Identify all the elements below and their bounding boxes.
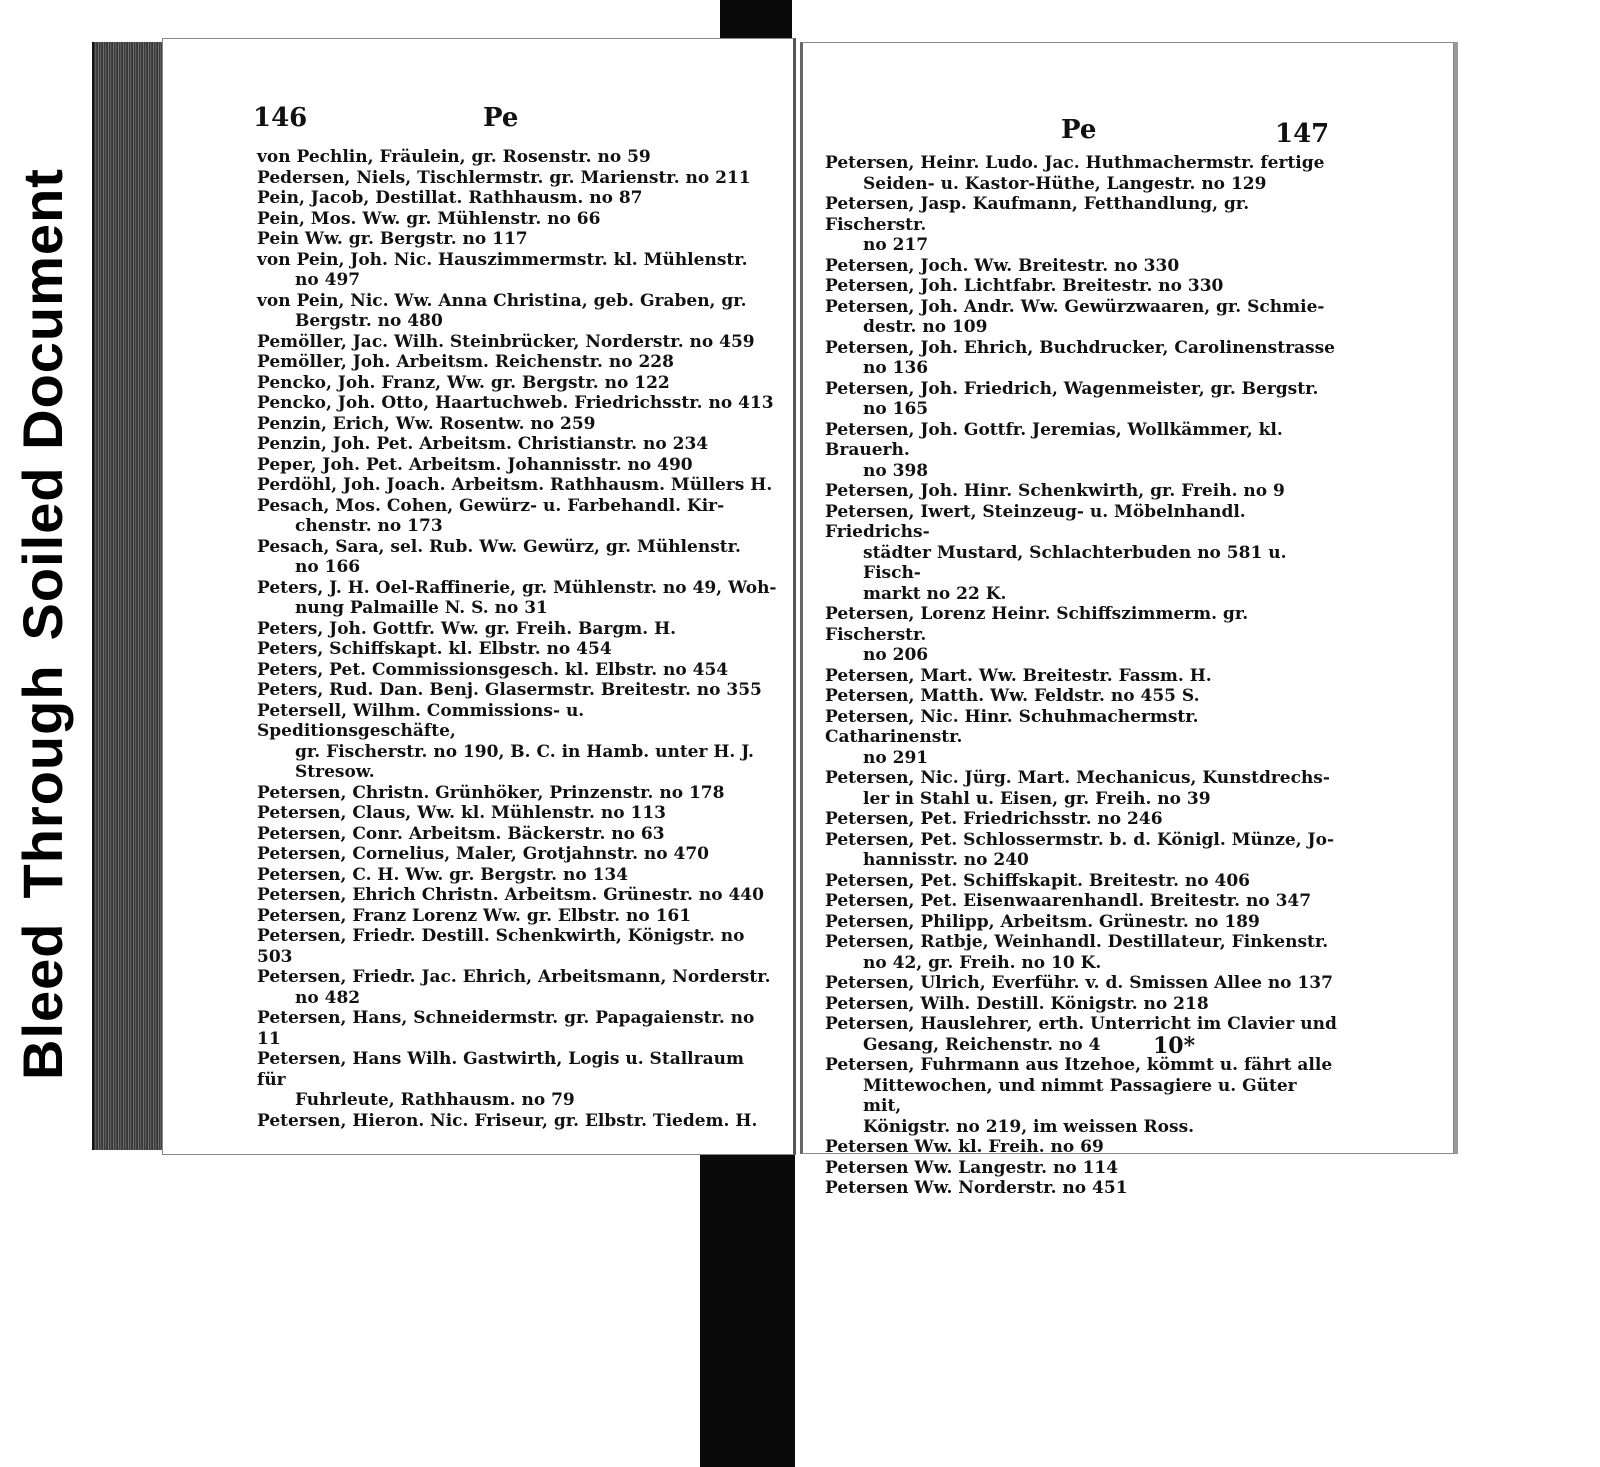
directory-entry [825,871,1337,892]
entry-line: Petersen, Joh. Friedrich, Wagenmeister, gr. Bergstr. [825,378,1319,399]
right-page-header: Pe [1061,115,1097,145]
left-page [162,38,796,1155]
spine-strip-bottom [700,1152,795,1467]
entry-line: Petersen Ww. kl. Freih. no 69 [825,1137,1104,1157]
entry-continuation-line: no 398 [863,460,929,481]
entry-continuation-line: no 217 [863,235,929,255]
entry-line: Penzin, Erich, Ww. Rosentw. no 259 [257,413,596,434]
entry-line: Petersen, Heinr. Ludo. Jac. Huthmachermstr. fertige [825,153,1325,173]
directory-entry [825,297,1337,338]
directory-entry [257,1111,777,1132]
entry-continuation-line: no 482 [295,987,361,1008]
entry-line: Petersen, Franz Lorenz Ww. gr. Elbstr. no 161 [257,905,692,926]
entry-line: Petersen, Claus, Ww. kl. Mühlenstr. no 113 [257,803,666,823]
entry-line: Petersen, Ratbje, Weinhandl. Destillateur, Finkenstr. [825,932,1329,952]
entry-line: Petersen, Joh. Hinr. Schenkwirth, gr. Freih. no 9 [825,481,1285,501]
directory-entry [825,809,1337,830]
entry-line: Peters, J. H. Oel-Raffinerie, gr. Mühlenstr. no 49, Woh- [257,577,777,598]
entry-line: Petersen, Mart. Ww. Breitestr. Fassm. H. [825,665,1212,686]
entry-line: Petersen, Wilh. Destill. Königstr. no 218 [825,993,1209,1014]
entry-continuation-line: markt no 22 K. [863,583,1007,604]
directory-entry [257,680,777,701]
directory-entry [825,153,1337,194]
directory-entry [257,147,777,168]
directory-entry [825,686,1337,707]
entry-line: Petersell, Wilhm. Commissions- u. Speditionsgeschäfte, [257,700,585,741]
entry-line: Pemöller, Joh. Arbeitsm. Reichenstr. no 228 [257,352,674,372]
right-page-number: 147 [1275,119,1330,149]
entry-line: Petersen, Iwert, Steinzeug- u. Möbelnhandl. Friedrichs- [825,501,1246,542]
directory-entry [825,830,1337,871]
directory-entry [257,783,777,804]
entry-continuation-line: no 497 [295,270,361,290]
directory-entry [257,865,777,886]
entry-line: Pencko, Joh. Franz, Ww. gr. Bergstr. no 122 [257,372,670,393]
entry-line: Petersen Ww. Langestr. no 114 [825,1157,1119,1178]
directory-entry [825,194,1337,256]
entry-line: Pesach, Mos. Cohen, Gewürz- u. Farbehandl. Kir- [257,495,725,516]
entry-line: Petersen, Ehrich Christn. Arbeitsm. Grünestr. no 440 [257,885,764,905]
entry-line: von Pein, Nic. Ww. Anna Christina, geb. Graben, gr. [257,290,747,311]
entry-continuation-line: Bergstr. no 480 [295,311,443,331]
entry-line: Petersen, Cornelius, Maler, Grotjahnstr. no 470 [257,844,710,864]
directory-entry [825,891,1337,912]
entry-line: Penzin, Joh. Pet. Arbeitsm. Christianstr. no 234 [257,434,709,454]
entry-line: Peters, Schiffskapt. kl. Elbstr. no 454 [257,639,612,659]
directory-entry [257,352,777,373]
directory-entry [825,420,1337,482]
right-entries [825,153,1337,1199]
directory-entry [257,1008,777,1049]
directory-entry [825,481,1337,502]
entry-continuation-line: Seiden- u. Kastor-Hüthe, Langestr. no 129 [863,173,1267,194]
entry-line: Petersen, Pet. Schiffskapit. Breitestr. no 406 [825,870,1251,891]
entry-line: Petersen, Christn. Grünhöker, Prinzenstr. no 178 [257,782,725,803]
directory-entry [825,973,1337,994]
entry-line: Petersen, Conr. Arbeitsm. Bäckerstr. no 63 [257,823,665,844]
entry-line: Petersen, C. H. Ww. gr. Bergstr. no 134 [257,864,629,885]
entry-line: Petersen, Lorenz Heinr. Schiffszimmerm. gr. Fischerstr. [825,604,1249,645]
entry-continuation-line: no 291 [863,747,929,768]
directory-entry [825,1014,1337,1055]
entry-line: Pencko, Joh. Otto, Haartuchweb. Friedrichsstr. no 413 [257,393,774,413]
directory-entry [257,168,777,189]
entry-continuation-line: Königstr. no 219, im weissen Ross. [863,1116,1195,1137]
entry-continuation-line: chenstr. no 173 [295,516,443,536]
entry-line: Pemöller, Jac. Wilh. Steinbrücker, Norderstr. no 459 [257,331,755,352]
entry-line: Petersen, Ulrich, Everführ. v. d. Smissen Allee no 137 [825,973,1333,993]
directory-entry [257,229,777,250]
side-label-word-3: Soiled Document [11,168,74,641]
directory-entry [257,926,777,967]
entry-line: Pein Ww. gr. Bergstr. no 117 [257,229,528,249]
entry-line: Petersen, Hieron. Nic. Friseur, gr. Elbstr. Tiedem. H. [257,1110,758,1131]
directory-entry [257,250,777,291]
entry-continuation-line: städter Mustard, Schlachterbuden no 581 u. Fisch- [863,542,1287,583]
directory-entry [257,393,777,414]
entry-continuation-line: no 166 [295,557,361,577]
directory-entry [825,604,1337,666]
entry-line: Petersen, Fuhrmann aus Itzehoe, kömmt u. fährt alle [825,1055,1333,1075]
directory-entry [825,932,1337,973]
entry-line: Petersen, Hans, Schneidermstr. gr. Papagaienstr. no 11 [257,1008,755,1049]
entry-line: Petersen, Nic. Hinr. Schuhmachermstr. Catharinenstr. [825,706,1199,747]
entry-line: Petersen, Joh. Ehrich, Buchdrucker, Carolinenstrasse [825,337,1335,358]
directory-entry [825,707,1337,769]
entry-line: Peters, Joh. Gottfr. Ww. gr. Freih. Bargm. H. [257,618,677,639]
entry-continuation-line: Gesang, Reichenstr. no 4 [863,1034,1101,1055]
directory-entry [257,803,777,824]
directory-entry [825,1055,1337,1137]
directory-entry [825,1137,1337,1158]
directory-entry [257,824,777,845]
entry-continuation-line: no 165 [863,399,929,419]
entry-line: Pedersen, Niels, Tischlermstr. gr. Marienstr. no 211 [257,167,751,188]
directory-entry [257,188,777,209]
entry-continuation-line: nung Palmaille N. S. no 31 [295,598,548,618]
entry-line: Petersen, Friedr. Jac. Ehrich, Arbeitsmann, Norderstr. [257,967,771,987]
entry-line: von Pein, Joh. Nic. Hauszimmermstr. kl. Mühlenstr. [257,249,748,270]
directory-entry [825,768,1337,809]
entry-line: Petersen, Pet. Eisenwaarenhandl. Breitestr. no 347 [825,891,1312,911]
directory-entry [257,639,777,660]
directory-entry [257,291,777,332]
entry-line: Peters, Rud. Dan. Benj. Glasermstr. Breitestr. no 355 [257,680,762,700]
directory-entry [257,209,777,230]
directory-entry [257,414,777,435]
entry-line: Petersen, Jasp. Kaufmann, Fetthandlung, gr. Fischerstr. [825,194,1250,235]
directory-entry [825,666,1337,687]
directory-entry [257,619,777,640]
left-page-number: 146 [253,103,308,133]
directory-entry [257,844,777,865]
entry-line: Petersen Ww. Norderstr. no 451 [825,1178,1128,1198]
directory-entry [825,502,1337,605]
directory-entry [825,256,1337,277]
left-page-header: Pe [483,103,519,133]
left-entries [257,147,777,1131]
signature-mark: 10* [1153,1033,1196,1059]
directory-entry [257,578,777,619]
entry-line: Petersen, Philipp, Arbeitsm. Grünestr. no 189 [825,911,1260,932]
entry-line: Petersen, Pet. Schlossermstr. b. d. Königl. Münze, Jo- [825,829,1334,850]
directory-entry [825,994,1337,1015]
right-page [800,42,1454,1198]
entry-continuation-line: no 206 [863,645,929,665]
entry-line: Petersen, Nic. Jürg. Mart. Mechanicus, Kunstdrechs- [825,768,1330,788]
directory-entry [825,276,1337,297]
entry-continuation-line: no 42, gr. Freih. no 10 K. [863,952,1102,973]
entry-line: von Pechlin, Fräulein, gr. Rosenstr. no 59 [257,147,651,167]
side-label-word-2: Through [11,664,74,899]
directory-entry [825,1158,1337,1179]
directory-entry [257,701,777,783]
side-label [10,144,75,1080]
directory-entry [257,967,777,1008]
entry-continuation-line: ler in Stahl u. Eisen, gr. Freih. no 39 [863,788,1211,809]
directory-entry [257,885,777,906]
entry-continuation-line: Mittewochen, und nimmt Passagiere u. Güter mit, [863,1075,1297,1116]
directory-entry [257,537,777,578]
directory-entry [257,475,777,496]
directory-entry [257,455,777,476]
directory-entry [257,496,777,537]
entry-line: Petersen, Pet. Friedrichsstr. no 246 [825,809,1163,829]
entry-continuation-line: Fuhrleute, Rathhausm. no 79 [295,1090,575,1110]
entry-line: Petersen, Joh. Andr. Ww. Gewürzwaaren, gr. Schmie- [825,296,1325,317]
entry-continuation-line: destr. no 109 [863,317,988,337]
entry-line: Petersen, Hans Wilh. Gastwirth, Logis u. Stallraum für [257,1049,744,1090]
directory-entry [257,332,777,353]
entry-line: Petersen, Joh. Gottfr. Jeremias, Wollkämmer, kl. Brauerh. [825,419,1283,460]
entry-line: Petersen, Hauslehrer, erth. Unterricht im Clavier und [825,1014,1337,1034]
entry-line: Pein, Mos. Ww. gr. Mühlenstr. no 66 [257,208,601,229]
directory-entry [257,906,777,927]
entry-line: Petersen, Matth. Ww. Feldstr. no 455 S. [825,686,1200,706]
directory-entry [825,338,1337,379]
directory-entry [825,379,1337,420]
entry-continuation-line: hannisstr. no 240 [863,850,1029,870]
directory-entry [825,1178,1337,1199]
entry-line: Peters, Pet. Commissionsgesch. kl. Elbstr. no 454 [257,659,729,680]
page-edges [92,42,169,1150]
entry-line: Peper, Joh. Pet. Arbeitsm. Johannisstr. no 490 [257,454,693,475]
entry-continuation-line: Stresow. [295,762,375,782]
entry-line: Petersen, Joch. Ww. Breitestr. no 330 [825,255,1180,276]
directory-entry [257,373,777,394]
entry-continuation-line: no 136 [863,358,929,378]
entry-line: Pesach, Sara, sel. Rub. Ww. Gewürz, gr. Mühlenstr. [257,536,741,557]
entry-line: Perdöhl, Joh. Joach. Arbeitsm. Rathhausm. Müllers H. [257,475,773,495]
entry-line: Pein, Jacob, Destillat. Rathhausm. no 87 [257,188,643,208]
entry-line: Petersen, Joh. Lichtfabr. Breitestr. no 330 [825,276,1224,296]
entry-continuation-line: gr. Fischerstr. no 190, B. C. in Hamb. unter H. J. [295,741,754,762]
directory-entry [257,1049,777,1111]
directory-entry [257,434,777,455]
directory-entry [257,660,777,681]
entry-line: Petersen, Friedr. Destill. Schenkwirth, Königstr. no 503 [257,926,745,967]
directory-entry [825,912,1337,933]
side-label-word-1: Bleed [11,922,74,1080]
